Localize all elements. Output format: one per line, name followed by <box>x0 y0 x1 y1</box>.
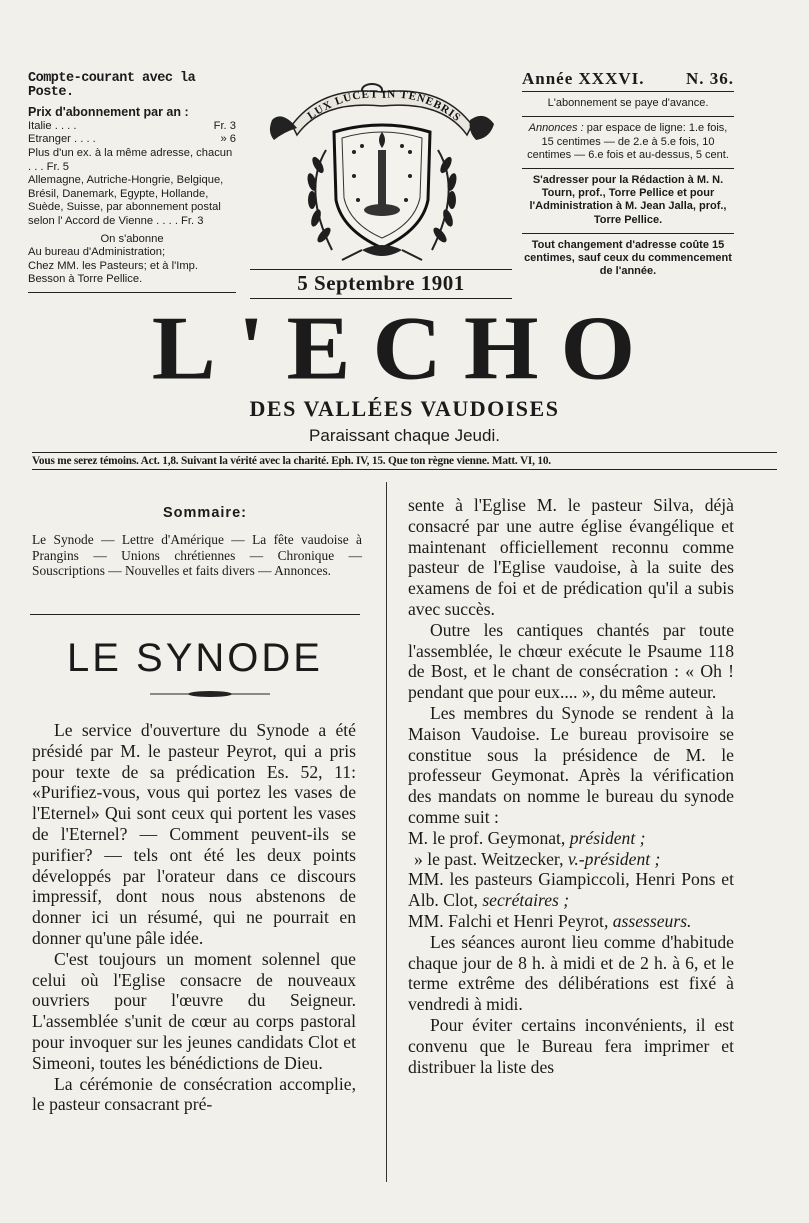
newspaper-title: L'ECHO <box>151 296 658 399</box>
newspaper-subtitle: DES VALLÉES VAUDOISES <box>249 396 560 421</box>
right-figure-icon <box>470 116 494 140</box>
left-figure-icon <box>270 116 297 140</box>
price-value: Fr. 3 <box>213 119 236 132</box>
on-sabonne: On s'abonne <box>100 232 164 245</box>
role: assesseurs. <box>612 910 692 931</box>
plus-dun-ex: Plus d'un ex. à la même adresse, chacun . . . Fr. 5 <box>28 146 233 173</box>
divider <box>522 116 734 117</box>
paragraph: Les séances auront lieu comme d'habitude chaque jour de 8 h. à midi et de 2 h. à 6, et le terme extrême des délibérations est fixé à vendredi à midi. <box>408 931 734 1015</box>
paragraph: sente à l'Eglise M. le pasteur Silva, déjà consacré par une autre église évangélique et maintenant officiellement reconnu comme pasteur de l'Eglise vaudoise, à la suite des examens de foi et de prédication qu'il a subis avec succès. <box>408 495 734 619</box>
paragraph: Le service d'ouverture du Synode a été présidé par M. le pasteur Peyrot, qui a pris pour texte de sa prédication Es. 52, 11: «Purifiez-vous, vous qui portez les vases de l'Eternel» Qui sont ceux qui portent les vases de l'Eternel? — Comment peuvent-ils se purifier? — tels ont été les deux points développés par l'orateur dans ce discours impressif, dont nous nous abstenons de donner ici un résumé, qui ne pourrait en donner qu'une pâle idée. <box>32 720 356 948</box>
bureau-line: MM. Falchi et Henri Peyrot, assesseurs. <box>408 910 692 931</box>
divider <box>28 292 236 293</box>
adresser-block: S'adresser pour la Rédaction à M. N. Tourn, prof., Torre Pellice et pour l'Administration à M. Jean Jalla, prof., Torre Pellice. <box>529 174 727 226</box>
ribbon-icon <box>362 245 402 256</box>
volume-line <box>522 69 734 88</box>
annonces-text: par espace de ligne: 1.e fois, 15 centimes — de 2.e à 5.e fois, 10 centimes — 6.e fois et au-dessus, 5 cent. <box>527 122 729 161</box>
ornament-divider-icon <box>150 688 270 700</box>
annonces-block <box>522 122 734 162</box>
issue-date: 5 Septembre 1901 <box>250 269 512 299</box>
role: v.-président ; <box>567 848 661 869</box>
chez-pasteurs: Chez MM. les Pasteurs; et à l'Imp. Besson à Torre Pellice. <box>28 259 199 286</box>
paragraph: Les membres du Synode se rendent à la Maison Vaudoise. Le bureau provisoire se constitue sous la présidence de M. le professeur Geymonat. Après la vérification des mandats on nomme le bureau du synode comme suit : <box>408 702 734 827</box>
price-row-italie <box>28 120 236 134</box>
changement-block: Tout changement d'adresse coûte 15 centimes, sauf ceux du commencement de l'année. <box>524 238 732 278</box>
subscription-info <box>28 72 236 293</box>
price-value: » 6 <box>220 133 236 146</box>
bureau-line: M. le prof. Geymonat, président ; <box>408 827 646 848</box>
divider <box>30 614 360 615</box>
motto-line: Vous me serez témoins. Act. 1,8. Suivant la vérité avec la charité. Eph. IV, 15. Que ton règne vienne. Matt. VI, 10. <box>32 452 777 470</box>
candlestick-icon <box>378 150 386 210</box>
price-label: Italie . . . . <box>28 119 77 132</box>
article-title: LE SYNODE <box>67 636 323 680</box>
paye-avance: L'abonnement se paye d'avance. <box>547 97 709 110</box>
divider <box>522 168 734 169</box>
bureau-line: MM. les pasteurs Giampiccoli, Henri Pons et Alb. Clot, secrétaires ; <box>408 869 734 911</box>
article-left-column <box>32 720 356 1115</box>
role: secrétaires ; <box>482 890 570 911</box>
banner-motto: LUX LUCET IN TENEBRIS <box>305 88 464 125</box>
compte-courant: Compte-courant avec la Poste. <box>28 71 196 100</box>
divider <box>522 233 734 234</box>
annee: Année XXXVI. <box>522 69 645 88</box>
paragraph: Outre les cantiques chantés par toute l'assemblée, le chœur exécute le Psaume 118 de Bost, et le chant de consécration : « Oh ! pendant que pour eux.... », du même auteur. <box>408 619 734 703</box>
paragraph: Pour éviter certains inconvénients, il est convenu que le Bureau fera imprimer et distribuer la liste des <box>408 1014 734 1077</box>
paragraph: C'est toujours un moment solennel que celui où l'Eglise consacre de nouveaux ouvriers pour l'œuvre du Seigneur. L'assemblée s'unit de cœur au corps pastoral pour invoquer sur les jeunes candidats Clot et Simeoni, toutes les bénédictions de Dieu. <box>32 948 356 1073</box>
pays-list: Allemagne, Autriche-Hongrie, Belgique, Brésil, Danemark, Egypte, Hollande, Suède, Suisse, par abonnement postal selon l' Accord de Vienne . . . . Fr. 3 <box>28 174 224 227</box>
annonces-label: Annonces : <box>528 122 584 135</box>
article-right-column <box>408 495 734 1077</box>
price-row-etranger <box>28 133 236 147</box>
bureau-admin: Au bureau d'Administration; <box>28 246 166 259</box>
bureau-line: » le past. Weitzecker, v.-président ; <box>414 848 661 869</box>
role: président ; <box>569 827 646 848</box>
numero: N. 36. <box>685 69 734 88</box>
column-divider <box>386 482 387 1182</box>
publication-info <box>522 69 734 278</box>
emblem-crest <box>262 80 502 270</box>
prix-title: Prix d'abonnement par an : <box>28 105 189 120</box>
sommaire-title: Sommaire: <box>163 505 247 521</box>
divider <box>522 91 734 92</box>
tagline: Paraissant chaque Jeudi. <box>309 426 500 445</box>
paragraph: La cérémonie de consécration accomplie, le pasteur consacrant pré- <box>32 1073 356 1115</box>
price-label: Etranger . . . . <box>28 133 96 146</box>
sommaire-text: Le Synode — Lettre d'Amérique — La fête vaudoise à Prangins — Unions chrétiennes — Chronique — Souscriptions — Nouvelles et faits divers — Annonces. <box>32 532 362 579</box>
